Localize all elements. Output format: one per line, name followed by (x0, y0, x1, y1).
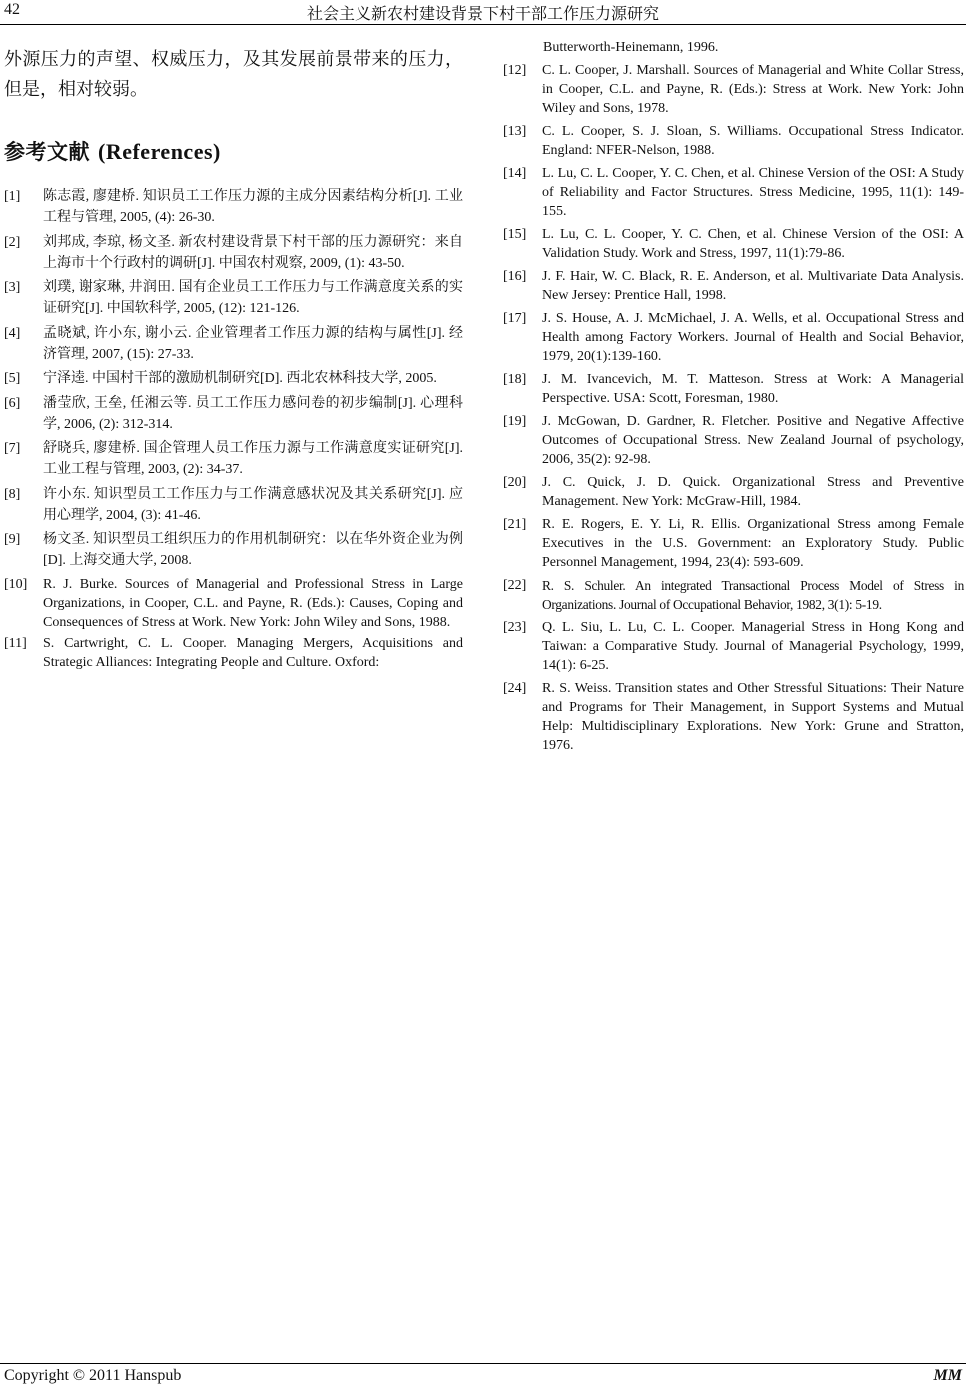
page-header (0, 0, 966, 25)
reference-item (4, 484, 463, 526)
reference-item (503, 225, 964, 263)
reference-item (4, 529, 463, 571)
reference-number: [15] (503, 227, 527, 242)
reference-item (503, 164, 964, 221)
reference-text: 孟晓斌, 许小东, 谢小云. 企业管理者工作压力源的结构与属性[J]. 经济管理, 2007, (15): 27-33. (43, 325, 463, 362)
reference-text: R. S. Weiss. Transition states and Other Stressful Situations: Their Nature and Programs for Their Management, in Support Systems and Mutual Help: Multidisciplinary Explorations. New York: Grune and Stratton, 1976. (542, 681, 964, 753)
reference-number: [6] (4, 395, 21, 411)
reference-text: R. E. Rogers, E. Y. Li, R. Ellis. Organizational Stress among Female Executives in the U.S. Government: an Exploratory Study. Public Personnel Management, 1994, 23(4): 593-609. (542, 517, 964, 570)
reference-number: [7] (4, 441, 21, 456)
reference-text: 杨文圣. 知识型员工组织压力的作用机制研究：以在华外资企业为例[D]. 上海交通大学, 2008. (43, 532, 463, 568)
reference-number: [21] (503, 517, 527, 532)
reference-item (4, 368, 463, 389)
references-heading-en: (References) (98, 139, 221, 164)
reference-number: [22] (503, 578, 527, 593)
reference-continuation: Butterworth-Heinemann, 1996. (543, 40, 719, 55)
reference-item (4, 277, 463, 319)
reference-text: 陈志霞, 廖建桥. 知识员工工作压力源的主成分因素结构分析[J]. 工业工程与管理, 2005, (4): 26-30. (43, 189, 463, 225)
reference-item (503, 679, 964, 755)
reference-text: 潘莹欣, 王垒, 任湘云等. 员工工作压力感问卷的初步编制[J]. 心理科学, 2006, (2): 312-314. (43, 395, 463, 432)
reference-text: 刘邦成, 李琼, 杨文圣. 新农村建设背景下村干部的压力源研究：来自上海市十个行政村的调研[J]. 中国农村观察, 2009, (1): 43-50. (43, 234, 463, 271)
journal-abbreviation: MM (933, 1367, 962, 1384)
reference-number: [2] (4, 234, 21, 250)
reference-number: [13] (503, 124, 527, 139)
reference-item (4, 438, 463, 480)
reference-number: [11] (4, 635, 27, 651)
reference-text: L. Lu, C. L. Cooper, Y. C. Chen, et al. Chinese Version of the OSI: A Validation Study. Work and Stress, 1997, 11(1):79-86. (542, 227, 964, 261)
reference-text: R. J. Burke. Sources of Managerial and Professional Stress in Large Organizations, in Cooper, C.L. and Payne, R. (Eds.): Causes, Coping and Consequences of Stress at Work. New York: John Wiley and Sons, 1988. (43, 576, 463, 630)
reference-item (503, 267, 964, 305)
reference-text: J. F. Hair, W. C. Black, R. E. Anderson, et al. Multivariate Data Analysis. New Jersey: Prentice Hall, 1998. (542, 269, 964, 303)
reference-text: R. S. Schuler. An integrated Transactional Process Model of Stress in Organizations. Journal of Occupational Behavior, 1982, 3(1): 5-19. (542, 578, 964, 612)
reference-text: J. McGowan, D. Gardner, R. Fletcher. Positive and Negative Affective Outcomes of Occupational Stress. New Zealand Journal of psychology, 2006, 35(2): 92-98. (542, 414, 964, 467)
reference-number: [8] (4, 486, 21, 502)
references-heading-cn: 参考文献 (4, 140, 90, 164)
reference-number: [16] (503, 269, 527, 284)
reference-item (503, 576, 964, 614)
reference-item (4, 634, 463, 672)
reference-item (4, 393, 463, 435)
reference-number: [12] (503, 63, 527, 78)
reference-text: C. L. Cooper, J. Marshall. Sources of Managerial and White Collar Stress, in Cooper, C.L. and Payne, R. (Eds.): Stress at Work. New York: John Wiley and Sons, 1978. (542, 63, 964, 116)
reference-number: [20] (503, 475, 527, 490)
reference-number: [18] (503, 372, 527, 387)
reference-text: Q. L. Siu, L. Lu, C. L. Cooper. Managerial Stress in Hong Kong and Taiwan: a Comparative Study. Journal of Managerial Psychology, 1999, 14(1): 6-25. (542, 620, 964, 673)
reference-number: [19] (503, 414, 527, 429)
reference-item (503, 618, 964, 675)
reference-text: J. C. Quick, J. D. Quick. Organizational Stress and Preventive Management. New York: McGraw-Hill, 1984. (542, 475, 964, 509)
reference-item (4, 575, 463, 632)
copyright-notice: Copyright © 2011 Hanspub (4, 1367, 182, 1384)
page-footer (0, 1363, 966, 1387)
reference-item (4, 186, 463, 228)
reference-item (503, 412, 964, 469)
right-column (503, 38, 964, 759)
reference-text: 刘璞, 谢家琳, 井润田. 国有企业员工工作压力与工作满意度关系的实证研究[J]. 中国软科学, 2005, (12): 121-126. (43, 280, 463, 316)
reference-number: [1] (4, 189, 21, 204)
left-column (4, 44, 463, 674)
reference-item (503, 473, 964, 511)
reference-text: J. M. Ivancevich, M. T. Matteson. Stress at Work: A Managerial Perspective. USA: Scott, Foresman, 1980. (542, 372, 964, 406)
reference-number: [9] (4, 532, 21, 547)
intro-paragraph: 外源压力的声望、权威压力，及其发展前景带来的压力，但是，相对较弱。 (4, 49, 463, 99)
reference-number: [23] (503, 620, 527, 635)
reference-item (503, 61, 964, 118)
reference-number: [3] (4, 280, 21, 295)
reference-item (503, 309, 964, 366)
reference-item (503, 515, 964, 572)
references-heading (4, 136, 463, 166)
page-number: 42 (4, 1, 20, 18)
reference-text: 舒晓兵, 廖建桥. 国企管理人员工作压力源与工作满意度实证研究[J]. 工业工程与管理, 2003, (2): 34-37. (43, 441, 463, 477)
reference-number: [24] (503, 681, 527, 696)
reference-number: [10] (4, 576, 28, 592)
reference-text: C. L. Cooper, S. J. Sloan, S. Williams. Occupational Stress Indicator. England: NFER-Nelson, 1988. (542, 124, 964, 158)
reference-number: [14] (503, 166, 527, 181)
reference-text: L. Lu, C. L. Cooper, Y. C. Chen, et al. Chinese Version of the OSI: A Study of Reliability and Factor Structures. Stress Medicine, 1995, 11(1): 149-155. (542, 166, 964, 219)
reference-text: 许小东. 知识型员工工作压力与工作满意感状况及其关系研究[J]. 应用心理学, 2004, (3): 41-46. (43, 486, 463, 523)
reference-number: [17] (503, 311, 527, 326)
reference-text: 宁泽逵. 中国村干部的激励机制研究[D]. 西北农林科技大学, 2005. (43, 371, 437, 386)
reference-item (4, 323, 463, 365)
reference-number: [4] (4, 325, 21, 341)
reference-number: [5] (4, 371, 21, 386)
reference-item (503, 370, 964, 408)
reference-text: S. Cartwright, C. L. Cooper. Managing Mergers, Acquisitions and Strategic Alliances: Integrating People and Culture. Oxford: (43, 635, 463, 670)
reference-item (503, 122, 964, 160)
running-title: 社会主义新农村建设背景下村干部工作压力源研究 (306, 6, 659, 23)
reference-text: J. S. House, A. J. McMichael, J. A. Wells, et al. Occupational Stress and Health among Factory Workers. Journal of Health and Social Behavior, 1979, 20(1):139-160. (542, 311, 964, 364)
reference-item (4, 232, 463, 274)
